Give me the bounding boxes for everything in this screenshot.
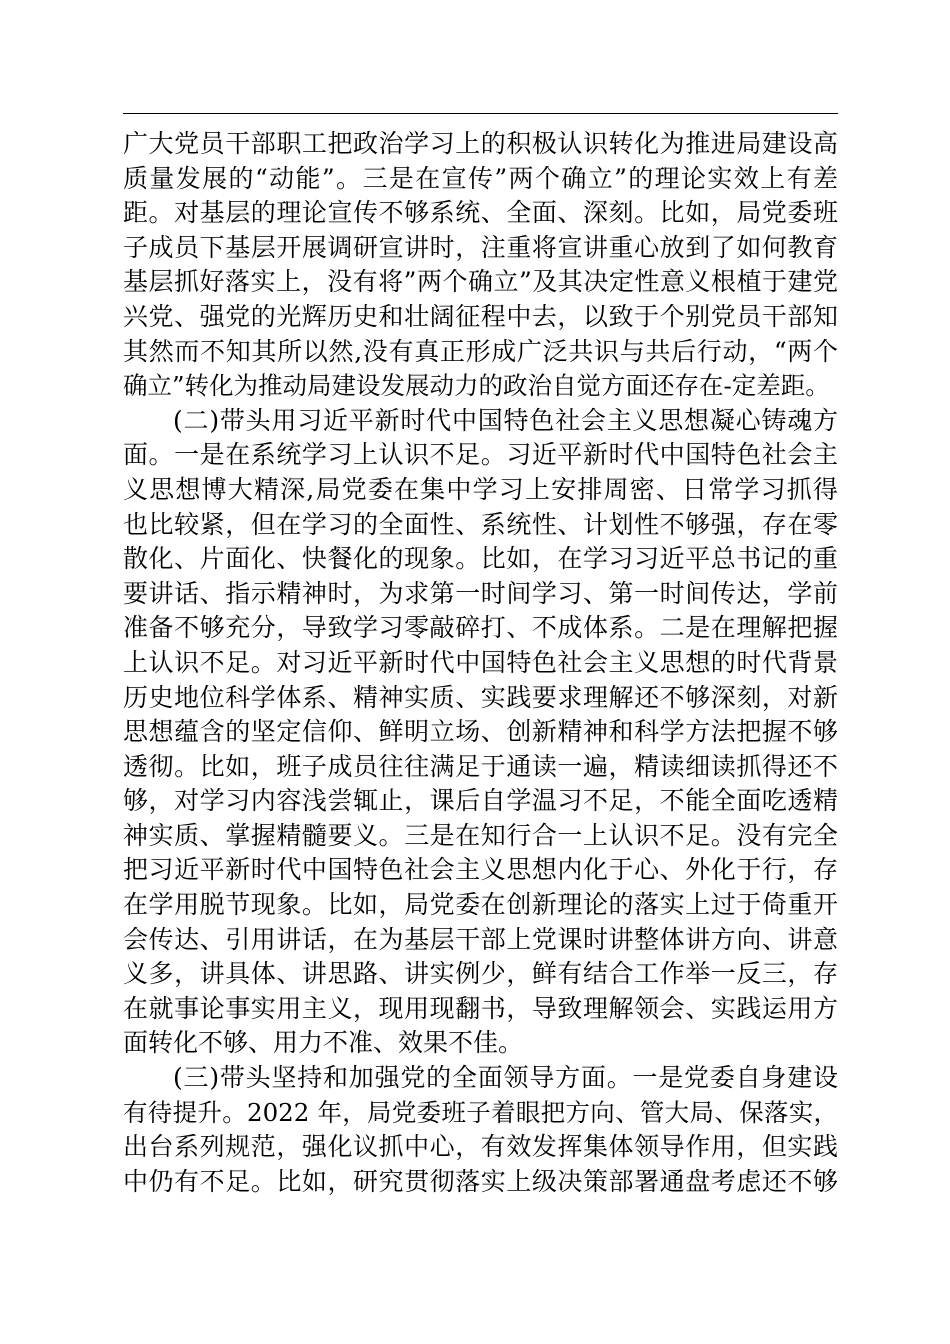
text-line: 出台系列规范，强化议抓中心，有效发挥集体领导作用，但实践 [123, 1132, 838, 1162]
text-line: 历史地位科学体系、精神实质、实践要求理解还不够深刻，对新 [123, 682, 838, 712]
text-line: 面。一是在系统学习上认识不足。习近平新时代中国特色社会主 [123, 440, 838, 470]
text-line: 距。对基层的理论宣传不够系统、全面、深刻。比如，局党委班 [123, 198, 838, 228]
text-line: (三)带头坚持和加强党的全面领导方面。一是党委自身建设 [173, 1063, 838, 1093]
text-line: 透彻。比如，班子成员往往满足于通读一遍，精读细读抓得还不 [123, 751, 838, 781]
text-line: 面转化不够、用力不准、效果不佳。 [123, 1028, 524, 1058]
text-line: 上认识不足。对习近平新时代中国特色社会主义思想的时代背景 [123, 647, 838, 677]
text-line: 确立”转化为推动局建设发展动力的政治自觉方面还存在-定差距。 [123, 371, 830, 401]
text-line: 质量发展的“动能”。三是在宣传”两个确立”的理论实效上有差 [123, 163, 838, 193]
text-line: 在就事论事实用主义，现用现翻书，导致理解领会、实践运用方 [123, 993, 838, 1023]
text-line: 散化、片面化、快餐化的现象。比如，在学习习近平总书记的重 [123, 544, 838, 574]
text-line: 在学用脱节现象。比如，局党委在创新理论的落实上过于倚重开 [123, 890, 838, 920]
text-line: 把习近平新时代中国特色社会主义思想内化于心、外化于行，存 [123, 855, 838, 885]
header-rule [123, 113, 838, 114]
text-line: 够，对学习内容浅尝辄止，课后自学温习不足，不能全面吃透精 [123, 786, 838, 816]
document-body [123, 127, 838, 1199]
text-line: 广大党员干部职工把政治学习上的积极认识转化为推进局建设高 [123, 129, 838, 158]
text-line: 也比较紧，但在学习的全面性、系统性、计划性不够强，存在零 [123, 509, 838, 539]
text-line: 义多，讲具体、讲思路、讲实例少，鲜有结合工作举一反三，存 [123, 959, 838, 989]
text-line: 兴党、强党的光辉历史和壮阔征程中去，以致于个别党员干部知 [123, 301, 838, 331]
text-line: 基层抓好落实上，没有将”两个确立”及其决定性意义根植于建党 [123, 267, 838, 297]
text-line: 其然而不知其所以然,没有真正形成广泛共识与共后行动，“两个 [123, 336, 838, 366]
text-line: 神实质、掌握精髓要义。三是在知行合一上认识不足。没有完全 [123, 820, 838, 850]
text-line: 要讲话、指示精神时，为求第一时间学习、第一时间传达，学前 [123, 578, 838, 608]
text-line: 有待提升。2022 年，局党委班子着眼把方向、管大局、保落实， [123, 1097, 838, 1127]
text-line: 义思想博大精深,局党委在集中学习上安排周密、日常学习抓得 [123, 474, 838, 504]
text-line: (二)带头用习近平新时代中国特色社会主义思想凝心铸魂方 [173, 405, 838, 435]
text-line: 思想蕴含的坚定信仰、鲜明立场、创新精神和科学方法把握不够 [123, 717, 838, 747]
text-line: 子成员下基层开展调研宣讲时，注重将宣讲重心放到了如何教育 [123, 232, 838, 262]
text-line: 准备不够充分，导致学习零敲碎打、不成体系。二是在理解把握 [123, 613, 838, 643]
text-line: 会传达、引用讲话，在为基层干部上党课时讲整体讲方向、讲意 [123, 924, 838, 954]
text-line: 中仍有不足。比如，研究贯彻落实上级决策部署通盘考虑还不够 [123, 1166, 838, 1196]
